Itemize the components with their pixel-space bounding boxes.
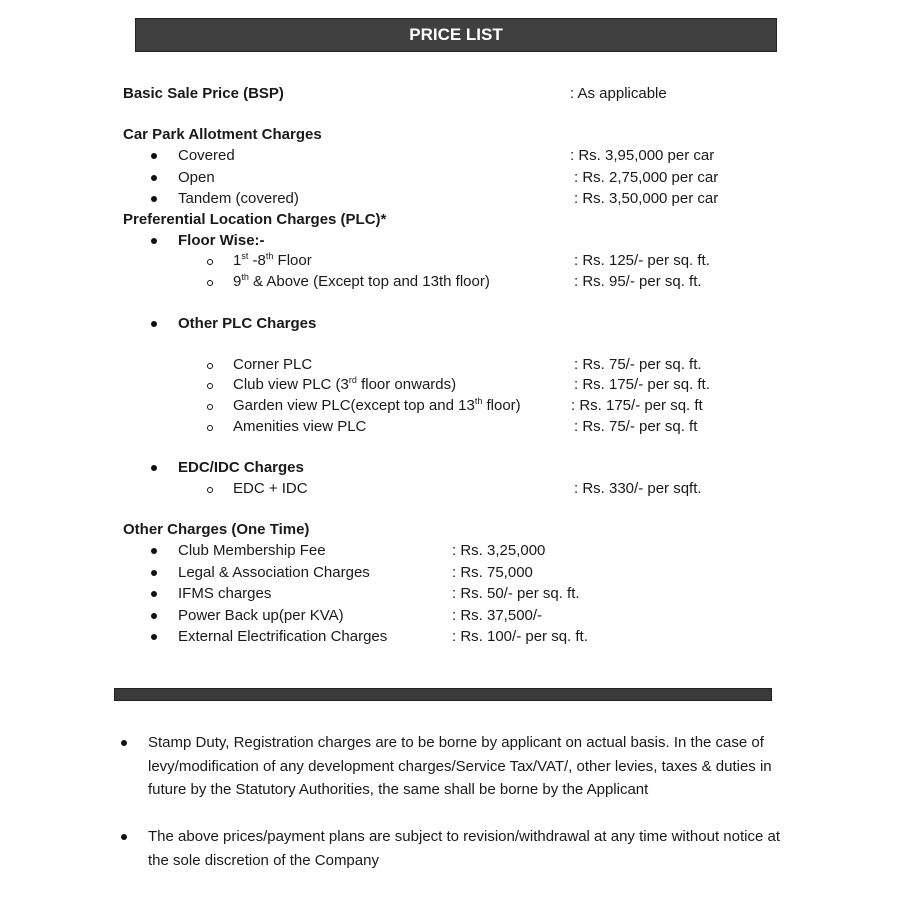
floor-9-above-value: : Rs. 95/- per sq. ft. (574, 273, 702, 290)
amenities-view-plc-value: : Rs. 75/- per sq. ft (574, 418, 698, 435)
ifms-value: : Rs. 50/- per sq. ft. (452, 585, 580, 602)
circle-bullet-icon (207, 404, 213, 410)
bullet-icon (151, 548, 157, 554)
other-charges-heading: Other Charges (One Time) (123, 521, 310, 538)
bullet-icon (151, 321, 157, 327)
car-park-open-value: : Rs. 2,75,000 per car (574, 169, 719, 186)
note-stamp-duty: Stamp Duty, Registration charges are to be borne by applicant on actual basis. In the case of levy/modification of any development charges/Service Tax/VAT/, other levies, taxes & duties in future by the Statutory Authorities, the same shall be borne by the Applicant (148, 734, 772, 798)
corner-plc-label: Corner PLC (233, 356, 313, 373)
floor-1-8-value: : Rs. 125/- per sq. ft. (574, 252, 710, 269)
edc-idc-label: EDC + IDC (233, 480, 308, 497)
edc-idc-heading: EDC/IDC Charges (178, 459, 304, 476)
floor-1-8-label: 1st -8th Floor (233, 251, 312, 269)
car-park-tandem-value: : Rs. 3,50,000 per car (574, 190, 719, 207)
power-backup-value: : Rs. 37,500/- (452, 607, 543, 624)
bullet-icon (121, 740, 127, 746)
legal-association-label: Legal & Association Charges (178, 564, 370, 581)
club-view-plc-label: Club view PLC (3rd floor onwards) (233, 375, 457, 393)
car-park-open-label: Open (178, 169, 215, 186)
car-park-covered-value: : Rs. 3,95,000 per car (570, 147, 715, 164)
bullet-icon (151, 634, 157, 640)
bullet-icon (151, 613, 157, 619)
legal-association-value: : Rs. 75,000 (452, 564, 533, 581)
car-park-heading: Car Park Allotment Charges (123, 126, 322, 143)
floor-wise-heading: Floor Wise:- (178, 232, 265, 249)
edc-idc-value: : Rs. 330/- per sqft. (574, 480, 702, 497)
bullet-icon (151, 196, 157, 202)
circle-bullet-icon (207, 383, 213, 389)
car-park-covered-label: Covered (178, 147, 235, 164)
amenities-view-plc-label: Amenities view PLC (233, 418, 367, 435)
corner-plc-value: : Rs. 75/- per sq. ft. (574, 356, 702, 373)
bsp-label: Basic Sale Price (BSP) (123, 85, 284, 102)
page-title: PRICE LIST (135, 18, 777, 52)
club-membership-label: Club Membership Fee (178, 542, 326, 559)
bullet-icon (151, 175, 157, 181)
circle-bullet-icon (207, 259, 213, 265)
garden-view-plc-value: : Rs. 175/- per sq. ft (571, 397, 703, 414)
club-view-plc-value: : Rs. 175/- per sq. ft. (574, 376, 710, 393)
bullet-icon (151, 570, 157, 576)
club-membership-value: : Rs. 3,25,000 (452, 542, 546, 559)
ifms-label: IFMS charges (178, 585, 272, 602)
circle-bullet-icon (207, 280, 213, 286)
bullet-icon (121, 834, 127, 840)
note-price-revision: The above prices/payment plans are subject to revision/withdrawal at any time without notice at the sole discretion of the Company (148, 828, 780, 869)
bullet-icon (151, 591, 157, 597)
floor-9-above-label: 9th & Above (Except top and 13th floor) (233, 272, 490, 290)
external-electrification-value: : Rs. 100/- per sq. ft. (452, 628, 588, 645)
power-backup-label: Power Back up(per KVA) (178, 607, 344, 624)
garden-view-plc-label: Garden view PLC(except top and 13th floor) (233, 396, 521, 414)
bsp-value: : As applicable (570, 85, 667, 102)
bullet-icon (151, 465, 157, 471)
external-electrification-label: External Electrification Charges (178, 628, 388, 645)
circle-bullet-icon (207, 487, 213, 493)
bullet-icon (151, 238, 157, 244)
plc-heading: Preferential Location Charges (PLC)* (123, 211, 387, 228)
circle-bullet-icon (207, 425, 213, 431)
section-divider (114, 688, 772, 701)
other-plc-heading: Other PLC Charges (178, 315, 317, 332)
car-park-tandem-label: Tandem (covered) (178, 190, 299, 207)
bullet-icon (151, 153, 157, 159)
circle-bullet-icon (207, 363, 213, 369)
